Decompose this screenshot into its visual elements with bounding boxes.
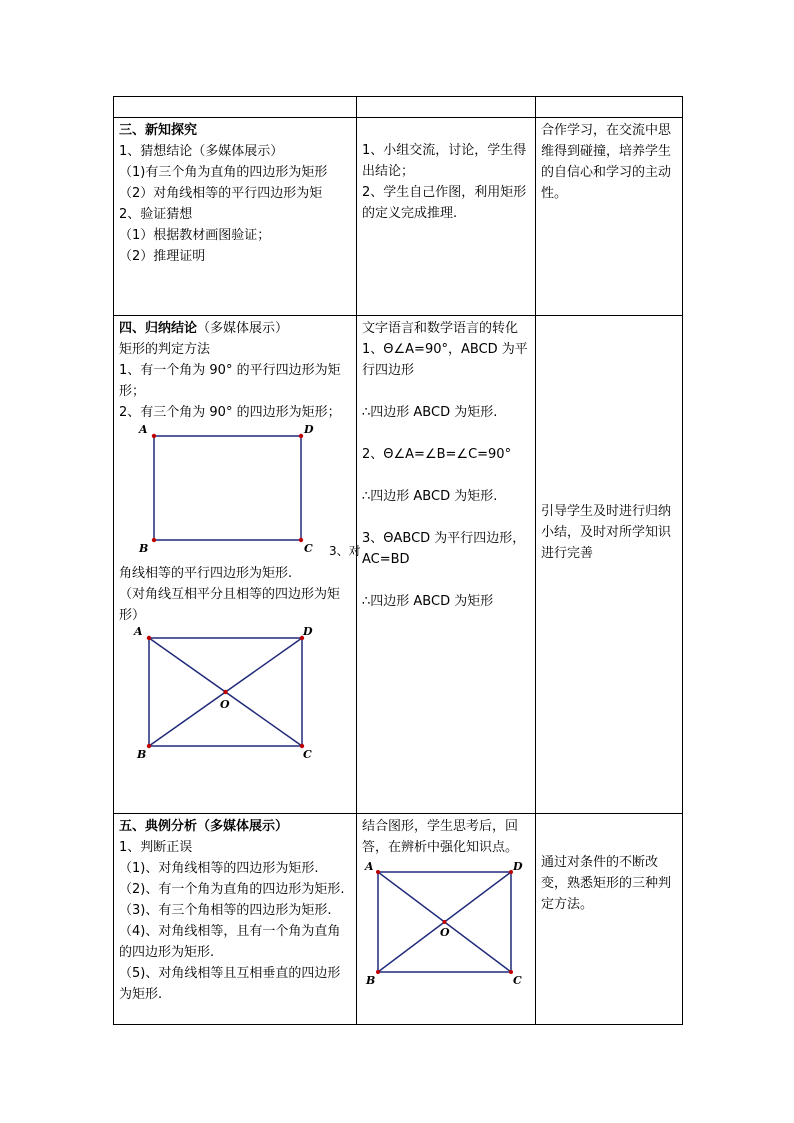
text-paragraph: 引导学生及时进行归纳小结，及时对所学知识进行完善 [541,504,672,561]
text-paragraph: 1、Θ∠A=90°，ABCD 为平行四边形 [362,342,528,378]
vertex-dot [299,538,303,542]
text-line: （1)有三个角为直角的四边形为矩形 [119,165,328,180]
spacer [362,570,530,591]
text-line: （2)、有一个角为直角的四边形为矩形. [119,882,345,897]
text-paragraph: 文字语言和数学语言的转化 [362,321,519,336]
center-dot [223,690,227,694]
text-line: 2、验证猜想 [119,207,193,222]
text-line: 2、有三个角为 90° 的四边形为矩形； [119,405,341,420]
text-line: 2、Θ∠A=∠B=∠C=90° [362,447,512,462]
text-line: （2）对角线相等的平行四边形为矩 [119,186,323,201]
vertex-label-b: B [366,974,376,987]
text-line: （3)、有三个角相等的四边形为矩形. [119,903,332,918]
text-line: ∴四边形 ABCD 为矩形 [362,594,494,609]
vertex-label-c: C [303,748,312,761]
text-line: 1、有一个角为 90° 的平行四边形为矩形； [119,363,341,399]
lesson-plan-table [113,96,683,1025]
text-paragraph: 通过对条件的不断改变，熟悉矩形的三种判定方法。 [541,855,672,912]
vertex-label-c: C [304,542,313,555]
spacer [362,423,530,444]
empty-top-row [114,97,683,118]
design-intent-cell [536,814,683,1025]
section-heading: 四、归纳结论 [119,321,198,336]
student-activity-cell [357,316,536,814]
text-paragraph: 2、学生自己作图，利用矩形的定义完成推理. [362,185,527,221]
heading-suffix: （多媒体展示） [197,321,289,336]
center-dot [443,920,447,924]
text-paragraph: 合作学习，在交流中思维得到碰撞，培养学生的自信心和学习的主动性。 [541,123,672,201]
design-intent-cell [536,118,683,316]
text-line: （1)、对角线相等的四边形为矩形. [119,861,319,876]
text-line: （5)、对角线相等且互相垂直的四边形为矩形. [119,966,341,1002]
rectangle-diagonals-figure [119,626,339,766]
row-conclusions [114,316,683,814]
text-line: 角线相等的平行四边形为矩形. [119,566,293,581]
empty-cell [357,97,536,118]
center-label-o: O [440,926,450,939]
row-new-knowledge [114,118,683,316]
vertex-label-a: A [134,626,143,638]
vertex-label-d: D [513,860,523,873]
row-examples [114,814,683,1025]
design-intent-cell [536,316,683,814]
vertex-label-d: D [303,626,313,638]
text-line: （2）推理证明 [119,249,206,264]
vertex-dot [376,870,380,874]
vertex-label-b: B [137,748,147,761]
text-paragraph: 3、ΘABCD 为平行四边形，AC=BD [362,531,526,567]
vertex-label-b: B [139,542,149,555]
rectangle-outline [154,436,301,540]
overflow-text: 3、对 [329,544,361,558]
text-paragraph: 结合图形，学生思考后，回答，在辨析中强化知识点。 [362,819,519,855]
vertex-dot [152,538,156,542]
text-paragraph: 1、小组交流，讨论，学生得出结论； [362,143,527,179]
section-heading: 三、新知探究 [119,123,198,138]
vertex-label-a: A [139,423,148,436]
text-line: 矩形的判定方法 [119,342,211,357]
section-heading-line [119,318,351,339]
student-activity-cell [357,814,536,1025]
rectangle-figure [119,423,339,563]
vertex-dot [376,970,380,974]
vertex-label-c: C [513,974,522,987]
section-heading: 五、典例分析（多媒体展示） [119,819,289,834]
rectangle-diagonals-figure [362,858,527,988]
vertex-dot [152,434,156,438]
empty-cell [114,97,357,118]
vertex-label-a: A [365,860,374,873]
text-line: 1、判断正误 [119,840,193,855]
text-line: 1、猜想结论（多媒体展示） [119,144,284,159]
spacer [362,465,530,486]
spacer [362,507,530,528]
text-line: （1）根据教材画图验证； [119,228,271,243]
teacher-activity-cell [114,118,357,316]
teacher-activity-cell [114,814,357,1025]
center-label-o: O [220,698,230,711]
spacer [362,381,530,402]
text-line: （4)、对角线相等，且有一个角为直角的四边形为矩形. [119,924,341,960]
vertex-dot [299,434,303,438]
text-line: ∴四边形 ABCD 为矩形. [362,405,498,420]
text-line: （对角线互相平分且相等的四边形为矩形） [119,587,341,623]
vertex-dot [147,636,151,640]
empty-cell [536,97,683,118]
text-line: ∴四边形 ABCD 为矩形. [362,489,498,504]
vertex-dot [147,744,151,748]
student-activity-cell [357,118,536,316]
vertex-label-d: D [304,423,314,436]
teacher-activity-cell [114,316,361,814]
